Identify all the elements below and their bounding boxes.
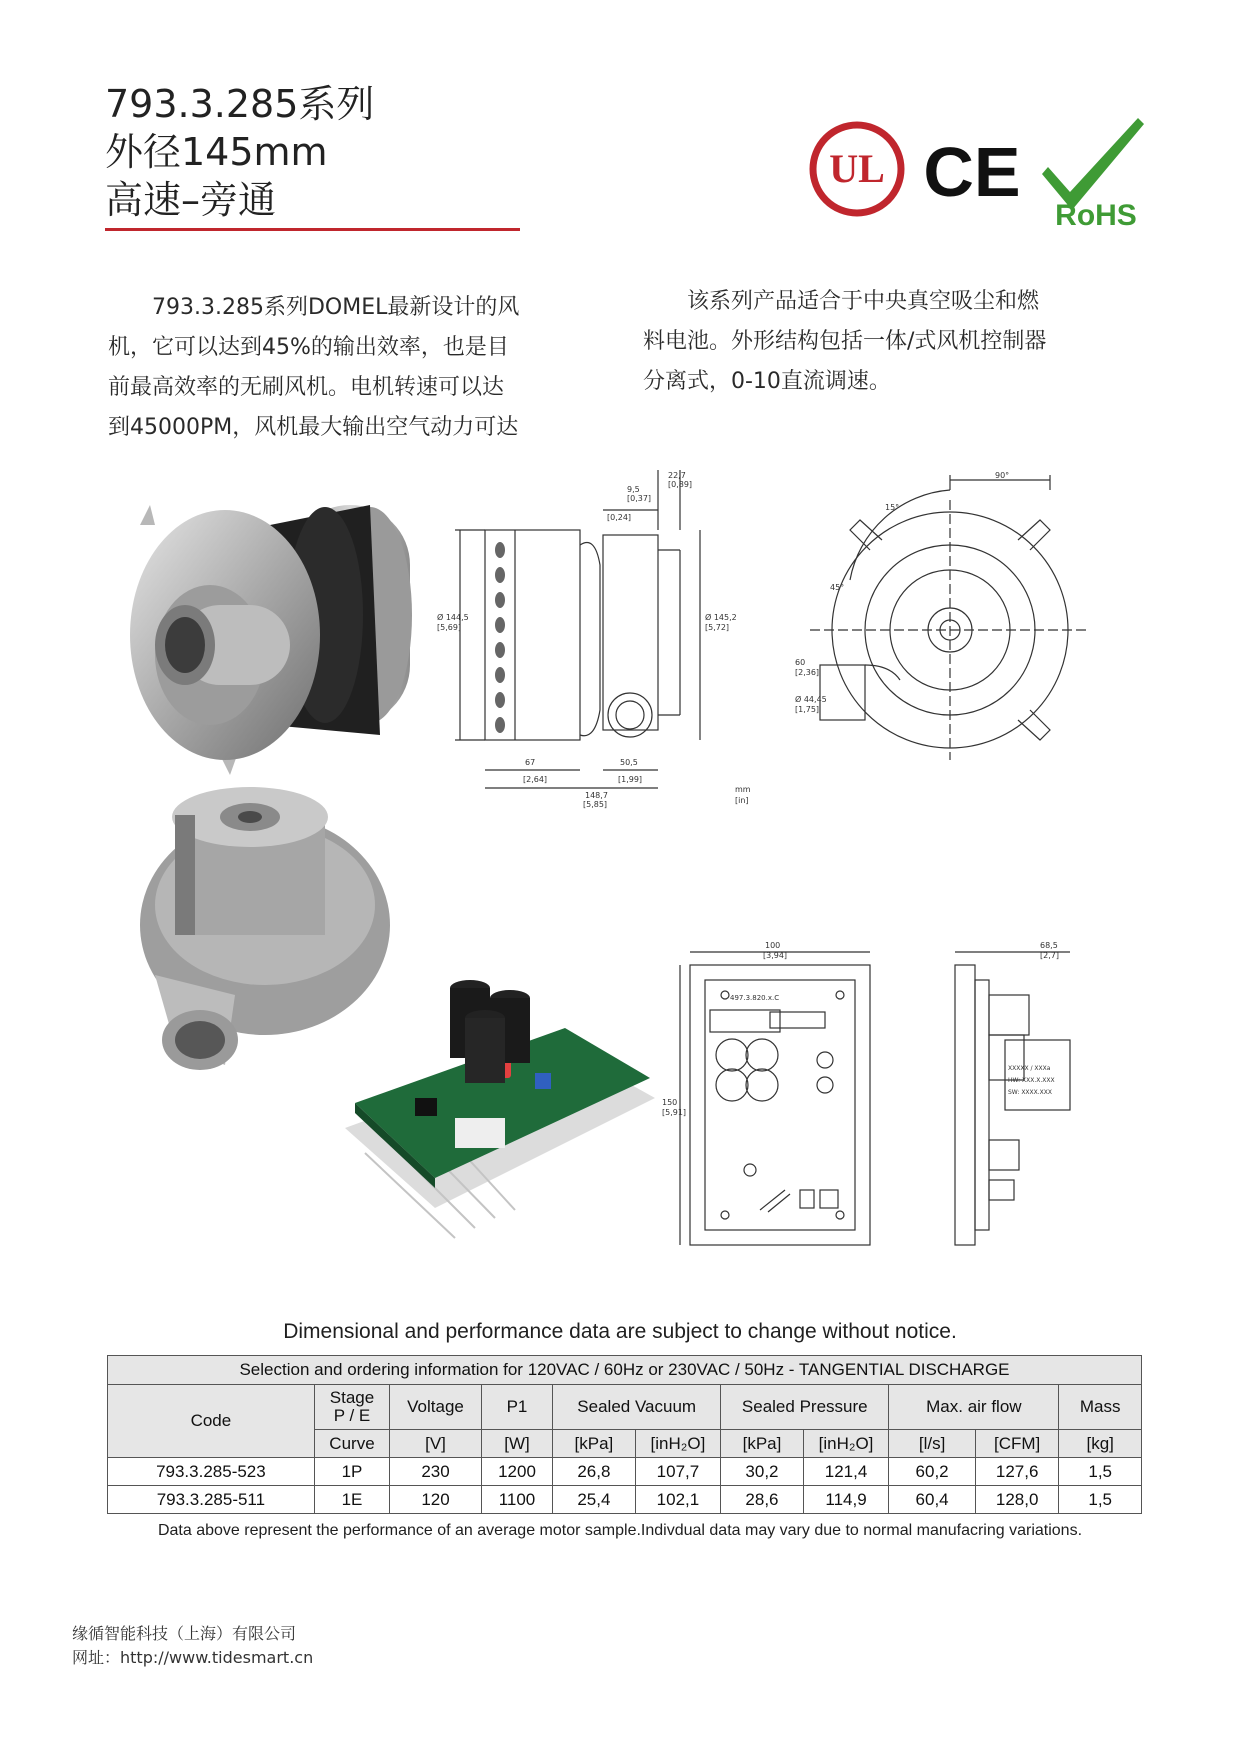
dim-label: [1,99] [618, 775, 643, 784]
title-underline [105, 228, 520, 231]
cell-code: 793.3.285-511 [108, 1486, 315, 1514]
cell-voltage: 120 [390, 1486, 482, 1514]
table-footnote: Data above represent the performance of an average motor sample.Indivdual data may vary due to normal manufacring variations. [157, 1522, 1083, 1539]
dim-label: [0,24] [607, 513, 632, 522]
motor-side-drawing [435, 470, 765, 810]
page-title [105, 80, 525, 224]
title-type: 高速–旁通 [105, 178, 277, 222]
dim-label: [5,69] [437, 623, 462, 632]
ce-certification-logo [923, 133, 1021, 211]
label-text: HW: XXX.X.XXX [1008, 1077, 1055, 1084]
intro-left-line: 前最高效率的无刷风机。电机转速可以达 [108, 375, 505, 400]
unit-pressure-inh2o: [inH₂O] [803, 1430, 889, 1458]
company-name: 缘循智能科技（上海）有限公司 [72, 1624, 297, 1643]
cell-flow-ls: 60,4 [889, 1486, 976, 1514]
cell-pres-inh2o: 114,9 [803, 1486, 889, 1514]
unit-voltage: [V] [390, 1430, 482, 1458]
intro-right-paragraph [643, 282, 1103, 402]
intro-left-line: 机，它可以达到45%的输出效率，也是目 [108, 335, 509, 360]
rohs-certification-logo [1040, 112, 1152, 230]
dim-label: [2,7] [1040, 951, 1059, 960]
dim-label: 67 [525, 758, 536, 767]
intro-left-paragraph [108, 288, 568, 448]
table-row [108, 1458, 1142, 1486]
ul-certification-logo [808, 120, 906, 218]
cell-pres-kpa: 28,6 [721, 1486, 804, 1514]
dim-label: [3,94] [763, 951, 788, 960]
company-website: 网址：http://www.tidesmart.cn [72, 1648, 314, 1667]
label-text: SW: XXXX.XXX [1008, 1089, 1052, 1096]
cell-p1: 1200 [481, 1458, 552, 1486]
motor-front-drawing [790, 470, 1120, 770]
header-code: Code [108, 1385, 315, 1458]
dim-label: 68,5 [1040, 941, 1058, 950]
dim-label: 45° [830, 583, 845, 592]
dim-label: [0,89] [668, 480, 693, 489]
cell-stage: 1P [314, 1458, 389, 1486]
ce-logo-text: CE [923, 133, 1021, 211]
dim-label: [5,91] [662, 1108, 687, 1117]
dim-label: Ø 145,2 [705, 613, 737, 622]
unit-p1: [W] [481, 1430, 552, 1458]
company-info [72, 1622, 313, 1670]
dim-label: Ø 44,45 [795, 695, 827, 704]
unit-label: mm [735, 785, 751, 794]
intro-right-line: 分离式，0-10直流调速。 [643, 369, 891, 394]
unit-vacuum-kpa: [kPa] [553, 1430, 636, 1458]
rohs-check-icon [1042, 118, 1144, 210]
intro-left-line: 793.3.285系列DOMEL最新设计的风 [108, 295, 520, 320]
dim-label: 150 [662, 1098, 678, 1107]
dim-label: 15° [885, 503, 900, 512]
header-mass: Mass [1059, 1385, 1142, 1430]
dim-label: [5,72] [705, 623, 730, 632]
controller-front-drawing [660, 940, 890, 1260]
label-text: XXXXX / XXXa [1008, 1065, 1051, 1072]
controller-side-drawing [945, 940, 1085, 1260]
header-sealed-pressure: Sealed Pressure [721, 1385, 889, 1430]
dim-label: [5,85] [583, 800, 608, 809]
dim-label: [1,75] [795, 705, 820, 714]
rohs-logo-text: RoHS [1055, 199, 1137, 232]
intro-right-line: 该系列产品适合于中央真空吸尘和燃 [643, 289, 1040, 314]
dim-label: 50,5 [620, 758, 638, 767]
intro-left-line: 到45000PM，风机最大输出空气动力可达 [108, 415, 519, 440]
cell-flow-cfm: 128,0 [975, 1486, 1059, 1514]
dim-label: [2,64] [523, 775, 548, 784]
cell-vac-inh2o: 102,1 [635, 1486, 721, 1514]
unit-label: [in] [735, 796, 749, 805]
header-stage: Stage P / E [314, 1385, 389, 1430]
blower-motor-photo [120, 485, 430, 785]
controller-board-photo [335, 978, 670, 1263]
cell-p1: 1100 [481, 1486, 552, 1514]
unit-flow-cfm: [CFM] [975, 1430, 1059, 1458]
specification-table [107, 1355, 1142, 1514]
dim-label: 60 [795, 658, 806, 667]
ul-logo-text: UL [829, 146, 885, 191]
table-caption: Selection and ordering information for 120VAC / 60Hz or 230VAC / 50Hz - TANGENTIAL DISCHARGE [108, 1356, 1142, 1385]
dim-label: 100 [765, 941, 781, 950]
unit-pressure-kpa: [kPa] [721, 1430, 804, 1458]
table-row [108, 1486, 1142, 1514]
title-diameter: 外径145mm [105, 130, 328, 174]
cell-code: 793.3.285-523 [108, 1458, 315, 1486]
cell-mass: 1,5 [1059, 1486, 1142, 1514]
dim-label: 148,7 [585, 791, 608, 800]
cell-mass: 1,5 [1059, 1458, 1142, 1486]
cell-pres-kpa: 30,2 [721, 1458, 804, 1486]
board-label: 497.3.820.x.C [730, 994, 780, 1002]
intro-right-line: 料电池。外形结构包括一体/式风机控制器 [643, 329, 1047, 354]
unit-vacuum-inh2o: [inH₂O] [635, 1430, 721, 1458]
unit-stage: Curve [314, 1430, 389, 1458]
dim-label: [2,36] [795, 668, 820, 677]
cell-vac-inh2o: 107,7 [635, 1458, 721, 1486]
dim-label: 22,7 [668, 471, 686, 480]
change-notice: Dimensional and performance data are subject to change without notice. [283, 1320, 957, 1343]
dim-label: [0,37] [627, 494, 652, 503]
dim-label: 90° [995, 471, 1010, 480]
cell-stage: 1E [314, 1486, 389, 1514]
cell-flow-cfm: 127,6 [975, 1458, 1059, 1486]
header-air-flow: Max. air flow [889, 1385, 1059, 1430]
header-p1: P1 [481, 1385, 552, 1430]
cell-vac-kpa: 26,8 [553, 1458, 636, 1486]
header-sealed-vacuum: Sealed Vacuum [553, 1385, 721, 1430]
cell-vac-kpa: 25,4 [553, 1486, 636, 1514]
cell-flow-ls: 60,2 [889, 1458, 976, 1486]
unit-mass: [kg] [1059, 1430, 1142, 1458]
title-series: 793.3.285系列 [105, 82, 375, 126]
cell-pres-inh2o: 121,4 [803, 1458, 889, 1486]
dim-label: Ø 144,5 [437, 613, 469, 622]
cell-voltage: 230 [390, 1458, 482, 1486]
dim-label: 9,5 [627, 485, 640, 494]
header-voltage: Voltage [390, 1385, 482, 1430]
unit-flow-ls: [l/s] [889, 1430, 976, 1458]
